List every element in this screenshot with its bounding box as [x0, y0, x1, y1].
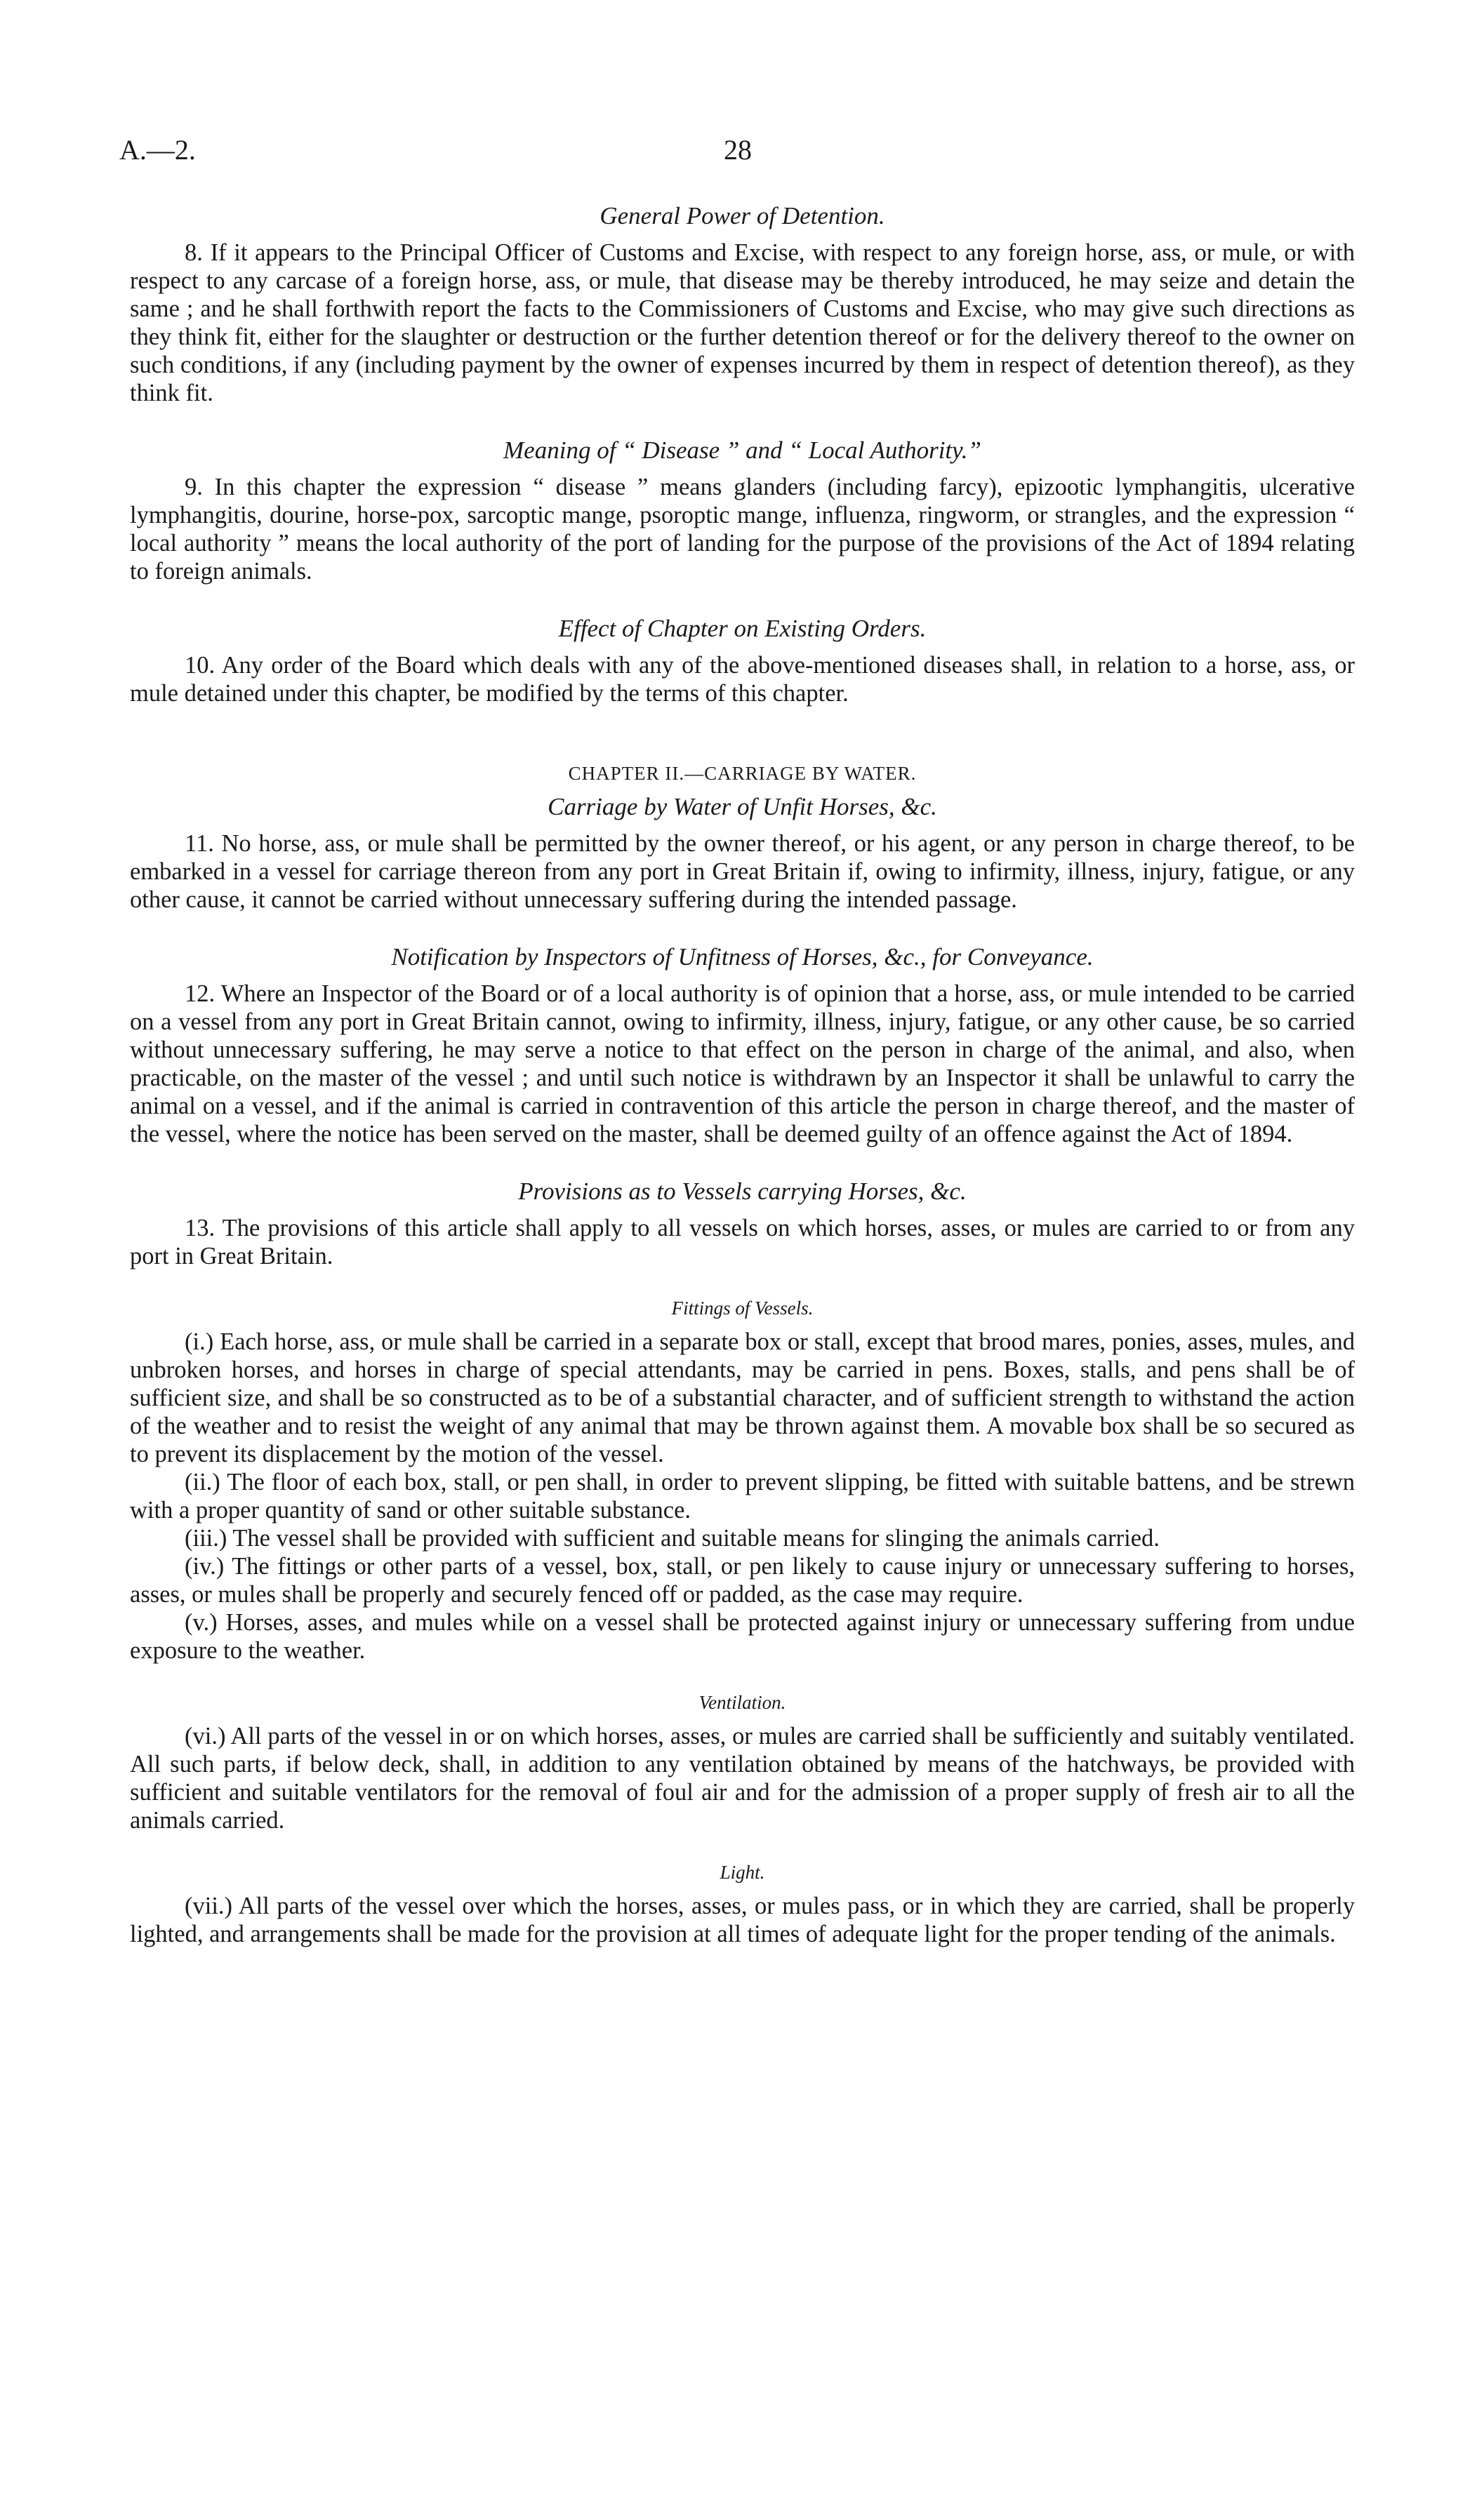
paragraph-10: 10. Any order of the Board which deals with any of the above-mentioned diseases shall, in relation to a horse, ass, or mule detained under this chapter, be modified by the terms of this chapter.	[130, 652, 1355, 707]
subheading-ventilation: Ventilation.	[698, 1692, 786, 1713]
paragraph-11: 11. No horse, ass, or mule shall be permitted by the owner thereof, or his agent, or any person in charge thereof, to be embarked in a vessel for carriage thereon from any port in Great Britain if, owing to infirmity, illness, injury, fatigue, or any other cause, it cannot be carried without unnecessary suffering during the intended passage.	[130, 830, 1355, 913]
section-heading-carriage: Carriage by Water of Unfit Horses, &c.	[548, 793, 937, 820]
paragraph-9: 9. In this chapter the expression “ disease ” means glanders (including farcy), epizootic lymphangitis, ulcerative lymphangitis, dourine, horse-pox, sarcoptic mange, psoroptic mange, influenza, ringworm, or strangles, and the expression “ local authority ” means the local authority of the port of landing for the purpose of the provisions of the Act of 1894 relating to foreign animals.	[130, 474, 1355, 585]
section-heading-provisions: Provisions as to Vessels carrying Horses, &c.	[518, 1178, 967, 1205]
subheading-fittings: Fittings of Vessels.	[671, 1298, 814, 1319]
page-number: 28	[724, 134, 752, 166]
paragraph-8: 8. If it appears to the Principal Officer of Customs and Excise, with respect to any foreign horse, ass, or mule, or with respect to any carcase of a foreign horse, ass, or mule, that disease may be thereby introduced, he may seize and detain the same ; and he shall forthwith report the facts to the Commissioners of Customs and Excise, who may give such directions as they think fit, either for the slaughter or destruction or the further detention thereof or for the delivery thereof to the owner on such conditions, if any (including payment by the owner of expenses incurred by them in respect of detention thereof), as they think fit.	[130, 239, 1355, 406]
fittings-item-iv: (iv.) The fittings or other parts of a vessel, box, stall, or pen likely to cause injury or unnecessary suffering to horses, asses, or mules shall be properly and securely fenced off or padded, as the case may require.	[130, 1553, 1355, 1608]
chapter-title: CHAPTER II.—CARRIAGE BY WATER.	[568, 763, 917, 784]
fittings-item-iii: (iii.) The vessel shall be provided with sufficient and suitable means for slinging the animals carried.	[185, 1525, 1160, 1552]
running-head	[119, 133, 1356, 175]
subheading-light: Light.	[720, 1862, 765, 1883]
fittings-item-i: (i.) Each horse, ass, or mule shall be carried in a separate box or stall, except that brood mares, ponies, asses, mules, and unbroken horses, and horses in charge of special attendants, may be carried in pens. Boxes, stalls, and pens shall be of sufficient size, and shall be so constructed as to be of a substantial character, and of sufficient strength to withstand the action of the weather and to resist the weight of any animal that may be thrown against them. A movable box shall be so secured as to prevent its displacement by the motion of the vessel.	[130, 1328, 1355, 1467]
document-reference: A.—2.	[119, 134, 196, 166]
fittings-item-v: (v.) Horses, asses, and mules while on a vessel shall be protected against injury or unnecessary suffering from undue exposure to the weather.	[130, 1609, 1355, 1664]
fittings-item-ii: (ii.) The floor of each box, stall, or pen shall, in order to prevent slipping, be fitted with suitable battens, and be strewn with a proper quantity of sand or other suitable substance.	[130, 1469, 1355, 1524]
ventilation-item-vi: (vi.) All parts of the vessel in or on which horses, asses, or mules are carried shall be sufficiently and suitably ventilated. All such parts, if below deck, shall, in addition to any ventilation obtained by means of the hatchways, be provided with sufficient and suitable ventilators for the removal of foul air and for the admission of a proper supply of fresh air to all the animals carried.	[130, 1723, 1355, 1834]
section-heading-detention: General Power of Detention.	[599, 202, 885, 229]
section-heading-effect: Effect of Chapter on Existing Orders.	[558, 615, 927, 642]
body-text	[130, 202, 1355, 1948]
section-heading-meaning: Meaning of “ Disease ” and “ Local Authority.”	[503, 436, 981, 464]
paragraph-13: 13. The provisions of this article shall apply to all vessels on which horses, asses, or mules are carried to or from any port in Great Britain.	[130, 1215, 1355, 1269]
section-heading-notification: Notification by Inspectors of Unfitness of Horses, &c., for Conveyance.	[391, 943, 1094, 971]
paragraph-12: 12. Where an Inspector of the Board or of a local authority is of opinion that a horse, ass, or mule intended to be carried on a vessel from any port in Great Britain cannot, owing to infirmity, illness, injury, fatigue, or any other cause, be so carried without unnecessary suffering, he may serve a notice to that effect on the person in charge of the animal, and also, when practicable, on the master of the vessel ; and until such notice is withdrawn by an Inspector it shall be unlawful to carry the animal on a vessel, and if the animal is carried in contravention of this article the person in charge thereof, and the master of the vessel, where the notice has been served on the master, shall be deemed guilty of an offence against the Act of 1894.	[130, 980, 1355, 1147]
light-item-vii: (vii.) All parts of the vessel over which the horses, asses, or mules pass, or in which they are carried, shall be properly lighted, and arrangements shall be made for the provision at all times of adequate light for the proper tending of the animals.	[130, 1893, 1355, 1947]
